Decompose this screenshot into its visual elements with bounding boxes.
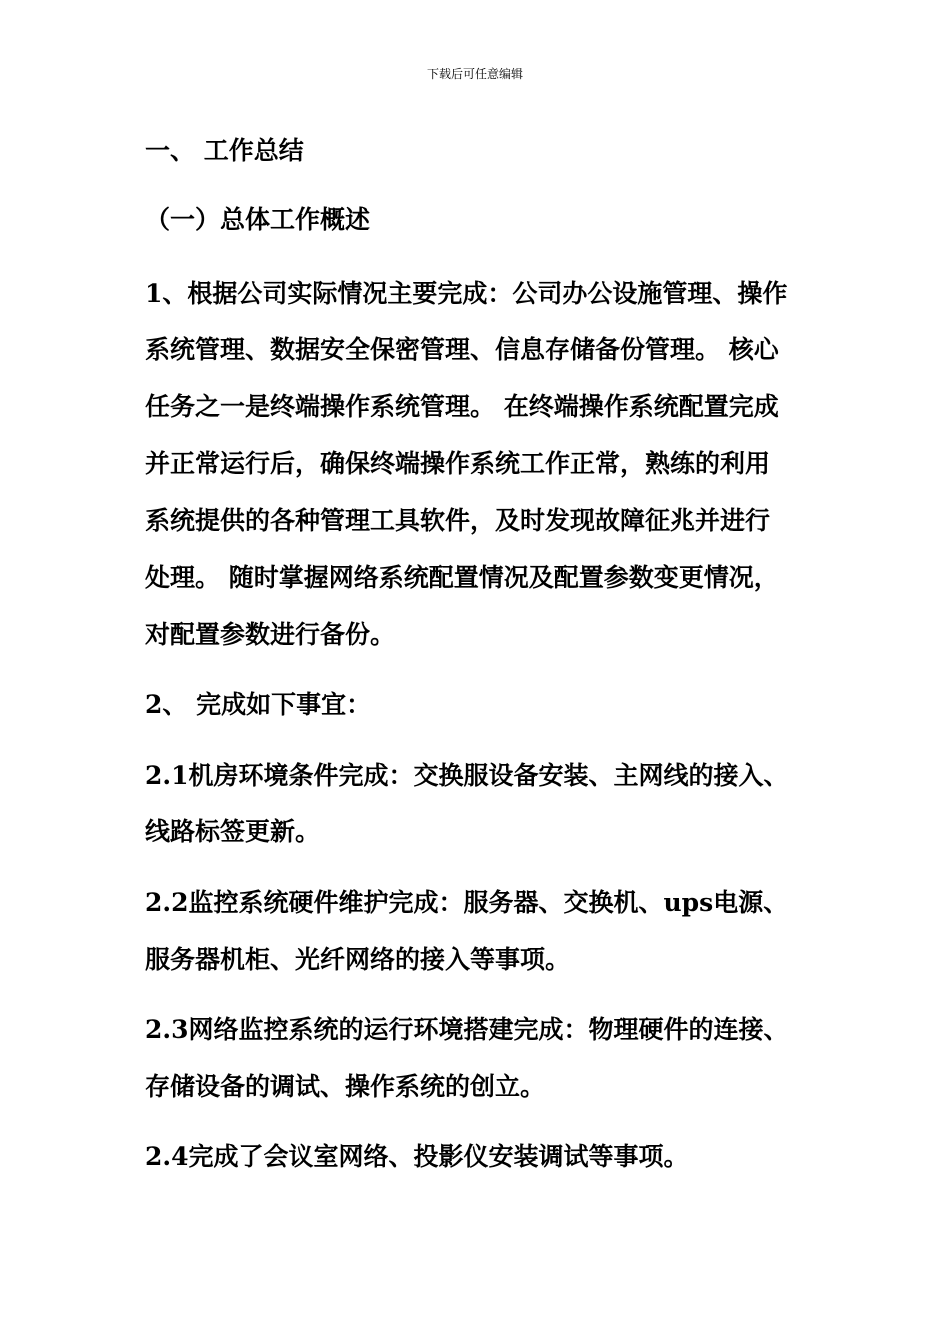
paragraph-1-line: 并正常运行后，确保终端操作系统工作正常，熟练的利用 bbox=[145, 449, 771, 478]
subsection-heading: （一）总体工作概述 bbox=[145, 205, 371, 234]
item-2-4-line: 2.4完成了会议室网络、投影仪安装调试等事项。 bbox=[145, 1142, 689, 1171]
item-2-2-line: 服务器机柜、光纤网络的接入等事项。 bbox=[145, 945, 571, 974]
paragraph-1-line: 系统提供的各种管理工具软件，及时发现故障征兆并进行 bbox=[145, 506, 771, 535]
paragraph-1-line: 系统管理、数据安全保密管理、信息存储备份管理。 核心 bbox=[145, 335, 779, 364]
paragraph-1-line: 处理。 随时掌握网络系统配置情况及配置参数变更情况， bbox=[145, 563, 779, 592]
paragraph-1-line: 1、根据公司实际情况主要完成：公司办公设施管理、操作 bbox=[145, 279, 788, 308]
item-2-heading: 2、 完成如下事宜： bbox=[145, 690, 372, 719]
item-2-1-line: 线路标签更新。 bbox=[145, 817, 321, 846]
section-heading: 一、 工作总结 bbox=[145, 136, 304, 165]
item-2-2-line: 2.2监控系统硬件维护完成：服务器、交换机、ups电源、 bbox=[145, 888, 789, 917]
item-2-3-line: 存储设备的调试、操作系统的创立。 bbox=[145, 1072, 546, 1101]
paragraph-1-line: 对配置参数进行备份。 bbox=[145, 620, 396, 649]
paragraph-1-line: 任务之一是终端操作系统管理。 在终端操作系统配置完成 bbox=[145, 392, 779, 421]
item-2-3-line: 2.3网络监控系统的运行环境搭建完成：物理硬件的连接、 bbox=[145, 1015, 789, 1044]
page-header: 下载后可任意编辑 bbox=[426, 67, 523, 81]
item-2-1-line: 2.1机房环境条件完成：交换服设备安装、主网线的接入、 bbox=[145, 761, 789, 790]
